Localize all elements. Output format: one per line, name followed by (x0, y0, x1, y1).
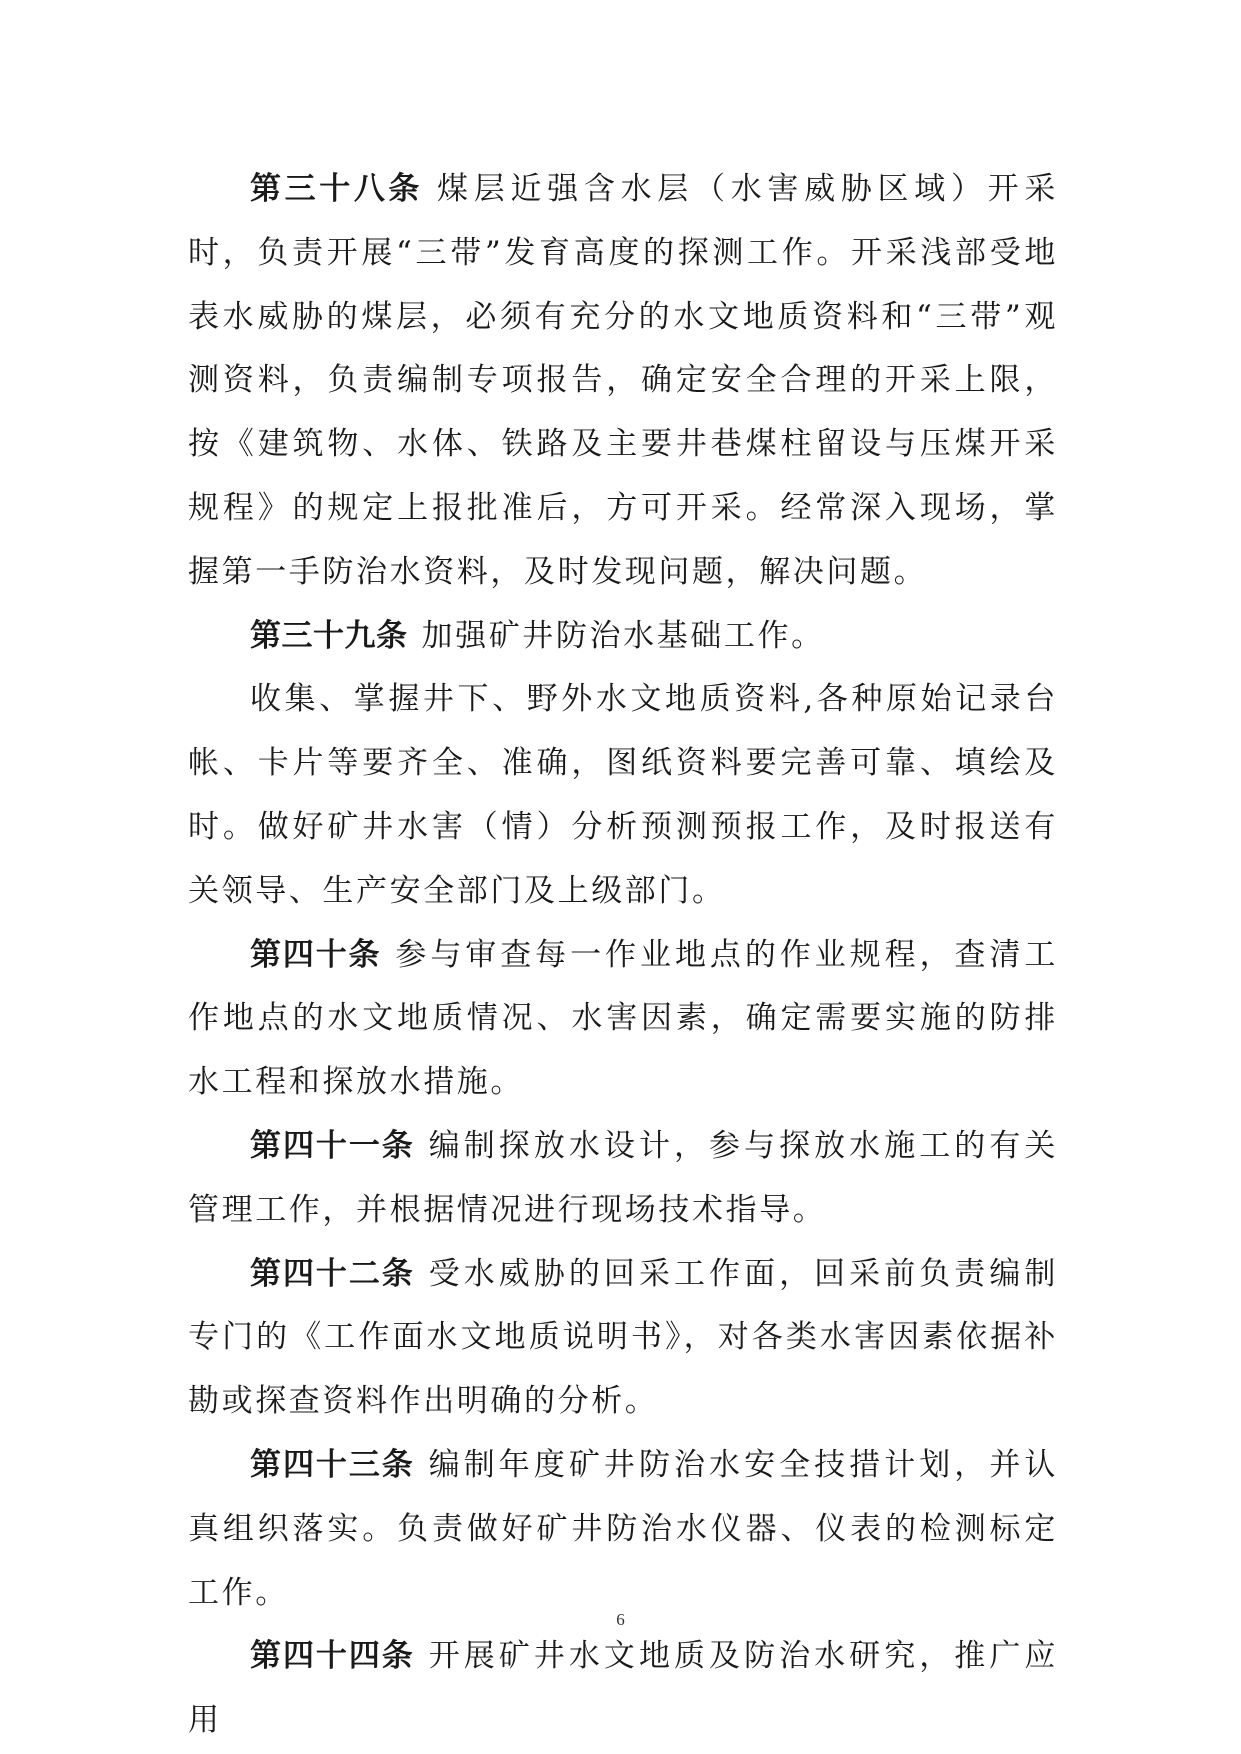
article-number: 第四十条 (250, 936, 382, 973)
page-number: 6 (616, 1610, 625, 1629)
article-text: 加强矿井防治水基础工作。 (421, 617, 825, 654)
article-43-paragraph (188, 1434, 1058, 1625)
article-text: 编制年度矿井防治水安全技措计划，并认真组织落实。负责做好矿井防治水仪器、仪表的检测标定工作。 (188, 1446, 1058, 1611)
article-text: 受水威胁的回采工作面，回采前负责编制专门的《工作面水文地质说明书》，对各类水害因素依据补勘或探查资料作出明确的分析。 (188, 1255, 1058, 1420)
article-44-paragraph (188, 1625, 1058, 1753)
article-number: 第四十一条 (250, 1127, 415, 1164)
article-number: 第四十三条 (250, 1446, 415, 1483)
article-text: 煤层近强含水层（水害威胁区域）开采时，负责开展“三带”发育高度的探测工作。开采浅部受地表水威胁的煤层，必须有充分的水文地质资料和“三带”观测资料，负责编制专项报告，确定安全合理的开采上限，按《建筑物、水体、铁路及主要井巷煤柱留设与压煤开采规程》的规定上报批准后，方可开采。经常深入现场，掌握第一手防治水资料，及时发现问题，解决问题。 (188, 171, 1058, 590)
document-body (188, 158, 1058, 1753)
article-42-paragraph (188, 1243, 1058, 1434)
article-number: 第三十八条 (250, 171, 424, 207)
article-number: 第四十四条 (250, 1638, 415, 1675)
article-text: 开展矿井水文地质及防治水研究，推广应用 (188, 1638, 1058, 1739)
article-39-detail-paragraph (188, 668, 1058, 923)
article-text: 参与审查每一作业地点的作业规程，查清工作地点的水文地质情况、水害因素，确定需要实施的防排水工程和探放水措施。 (188, 936, 1059, 1101)
article-number: 第四十二条 (250, 1255, 415, 1292)
article-40-paragraph (188, 924, 1058, 1115)
article-text: 编制探放水设计，参与探放水施工的有关管理工作，并根据情况进行现场技术指导。 (188, 1127, 1058, 1228)
article-39-paragraph (188, 605, 1058, 669)
article-38-paragraph (188, 158, 1058, 605)
paragraph-text: 收集、掌握井下、野外水文地质资料,各种原始记录台帐、卡片等要齐全、准确，图纸资料要完善可靠、填绘及时。做好矿井水害（情）分析预测预报工作，及时报送有关领导、生产安全部门及上级部门。 (188, 681, 1058, 909)
article-41-paragraph (188, 1115, 1058, 1243)
article-number: 第三十九条 (250, 617, 408, 654)
